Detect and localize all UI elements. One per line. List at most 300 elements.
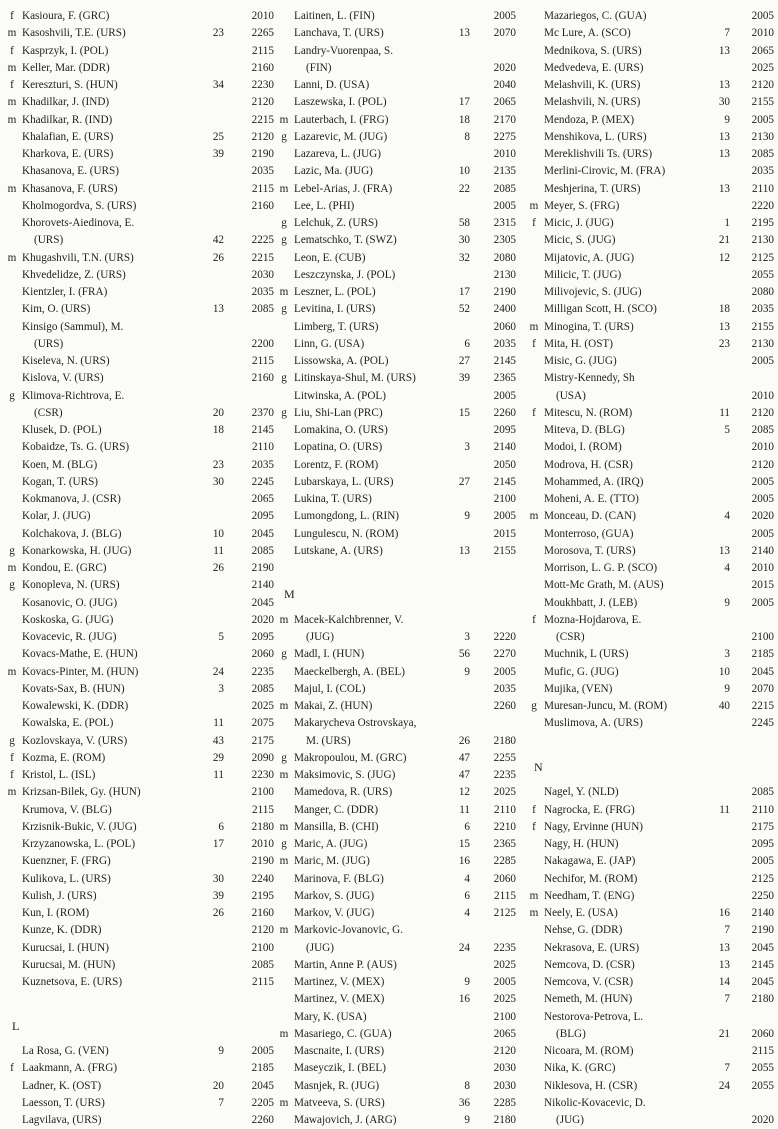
games-count: 3 xyxy=(464,631,470,643)
player-entry xyxy=(278,819,516,836)
games-count: 9 xyxy=(724,682,730,695)
player-name: Khadilkar, R. (IND) xyxy=(22,113,113,126)
games-count: 20 xyxy=(212,406,224,419)
player-entry xyxy=(278,267,516,284)
player-name: Kolchakova, J. (BLG) xyxy=(22,527,122,540)
player-entry xyxy=(278,43,516,78)
games-count: 23 xyxy=(212,458,224,471)
rating-value: 2040 xyxy=(493,79,516,91)
player-entry xyxy=(6,181,274,198)
rating-value: 2025 xyxy=(493,993,516,1006)
player-entry xyxy=(6,733,274,750)
rating-value: 2010 xyxy=(251,10,274,22)
player-name: Maksimovic, S. (JUG) xyxy=(294,769,396,781)
title-code: m xyxy=(279,769,289,781)
games-count: 13 xyxy=(718,941,730,954)
title-code: g xyxy=(9,544,15,557)
rating-value: 2235 xyxy=(251,665,274,678)
player-entry xyxy=(528,43,774,60)
rating-value: 2035 xyxy=(493,337,516,350)
player-entry xyxy=(6,664,274,681)
player-entry xyxy=(6,681,274,698)
games-count: 13 xyxy=(718,148,730,160)
player-entry xyxy=(528,715,774,732)
games-count: 24 xyxy=(458,941,470,954)
rating-value: 2030 xyxy=(251,268,274,281)
player-name: Kondou, E. (GRC) xyxy=(22,562,107,574)
rating-value: 2065 xyxy=(251,493,274,505)
games-count: 18 xyxy=(212,424,224,436)
games-count: 47 xyxy=(458,751,470,764)
player-entry xyxy=(278,526,516,543)
player-entry xyxy=(278,802,516,819)
title-code: f xyxy=(532,803,536,816)
games-count: 26 xyxy=(458,734,470,747)
rating-value: 2095 xyxy=(751,838,774,850)
rating-value: 2025 xyxy=(251,700,274,712)
rating-value: 2170 xyxy=(493,113,516,126)
rating-value: 2005 xyxy=(751,855,774,868)
player-name: Laszewska, I. (POL) xyxy=(294,96,387,109)
title-code: f xyxy=(10,79,14,91)
title-code: m xyxy=(7,786,17,799)
games-count: 17 xyxy=(458,286,470,298)
player-name: Limberg, T. (URS) xyxy=(294,320,379,333)
player-name: Merlini-Cirovic, M. (FRA) xyxy=(544,165,666,178)
player-name: Lumongdong, L. (RIN) xyxy=(294,510,400,523)
player-name-continued: (USA) xyxy=(556,389,586,402)
rating-value: 2005 xyxy=(751,475,774,488)
games-count: 9 xyxy=(724,113,730,126)
games-count: 39 xyxy=(212,148,224,160)
player-name: Makarycheva Ostrovskaya, xyxy=(294,717,417,730)
player-name: Modrova, H. (CSR) xyxy=(544,458,633,471)
rating-value: 2065 xyxy=(751,44,774,57)
rating-value: 2005 xyxy=(493,510,516,523)
rating-value: 2365 xyxy=(493,372,516,385)
player-name: Mujika, (VEN) xyxy=(544,682,613,695)
games-count: 26 xyxy=(212,562,224,574)
player-entry xyxy=(528,457,774,474)
rating-value: 2005 xyxy=(751,493,774,505)
player-entry xyxy=(528,336,774,353)
player-name: Markov, V. (JUG) xyxy=(294,907,375,919)
rating-value: 2190 xyxy=(493,286,516,298)
player-name: Ladner, K. (OST) xyxy=(22,1079,102,1092)
games-count: 12 xyxy=(458,786,470,799)
player-entry xyxy=(278,77,516,94)
player-entry xyxy=(6,163,274,180)
player-name: Modoi, I. (ROM) xyxy=(544,441,622,454)
rating-value: 2275 xyxy=(493,130,516,143)
rating-value: 2145 xyxy=(493,475,516,488)
title-code: m xyxy=(279,700,289,712)
rating-value: 2110 xyxy=(752,803,774,816)
rating-value: 2115 xyxy=(752,1045,774,1057)
rating-value: 2085 xyxy=(251,303,274,316)
games-count: 5 xyxy=(218,631,224,643)
rating-value: 2085 xyxy=(251,544,274,557)
rating-value: 2005 xyxy=(493,389,516,402)
rating-value: 2045 xyxy=(751,976,774,988)
player-name: Niklesova, H. (CSR) xyxy=(544,1079,638,1092)
games-count: 16 xyxy=(458,855,470,868)
rating-value: 2005 xyxy=(493,665,516,678)
rating-value: 2100 xyxy=(493,493,516,505)
games-count: 36 xyxy=(458,1096,470,1109)
player-entry xyxy=(528,612,774,647)
player-name-continued: (CSR) xyxy=(34,406,63,419)
rating-value: 2160 xyxy=(251,907,274,919)
player-entry xyxy=(6,267,274,284)
games-count: 56 xyxy=(458,648,470,661)
games-count: 30 xyxy=(212,475,224,488)
games-count: 13 xyxy=(458,27,470,40)
rating-value: 2045 xyxy=(251,527,274,540)
rating-value: 2015 xyxy=(751,579,774,592)
player-name: Lissowska, A. (POL) xyxy=(294,355,389,367)
player-name: Lanchava, T. (URS) xyxy=(294,27,384,40)
player-entry xyxy=(278,1112,516,1129)
player-name: Miteva, D. (BLG) xyxy=(544,424,625,436)
player-name: Landry-Vuorenpaa, S. xyxy=(294,44,394,57)
player-name: Kinsigo (Sammul), M. xyxy=(22,320,124,333)
rating-value: 2365 xyxy=(493,838,516,850)
player-name: Misic, G. (JUG) xyxy=(544,355,617,367)
rating-value: 2005 xyxy=(751,596,774,609)
player-entry xyxy=(278,1043,516,1060)
title-code: f xyxy=(10,769,14,781)
player-name: Koen, M. (BLG) xyxy=(22,458,98,471)
player-name: Kovacs-Pinter, M. (HUN) xyxy=(22,665,139,678)
rating-value: 2145 xyxy=(493,355,516,367)
player-name: Nemcova, D. (CSR) xyxy=(544,958,635,971)
player-name: Mansilla, B. (CHI) xyxy=(294,820,379,833)
player-entry xyxy=(278,646,516,663)
rating-value: 2285 xyxy=(493,855,516,868)
rating-value: 2160 xyxy=(251,372,274,385)
player-entry xyxy=(6,888,274,905)
player-entry xyxy=(528,181,774,198)
player-entry xyxy=(6,836,274,853)
games-count: 47 xyxy=(458,769,470,781)
games-count: 10 xyxy=(458,165,470,178)
games-count: 7 xyxy=(724,924,730,937)
player-name: Mistry-Kennedy, Sh xyxy=(544,372,635,385)
player-name-continued: (JUG) xyxy=(306,631,334,643)
games-count: 9 xyxy=(464,665,470,678)
player-name: Minogina, T. (URS) xyxy=(544,320,634,333)
player-entry xyxy=(278,750,516,767)
player-entry xyxy=(278,422,516,439)
player-name: Kuznetsova, E. (URS) xyxy=(22,976,123,988)
player-name: Khugashvili, T.N. (URS) xyxy=(22,251,134,264)
games-count: 13 xyxy=(458,544,470,557)
player-name-continued: (URS) xyxy=(34,337,64,350)
games-count: 1 xyxy=(724,217,730,229)
games-count: 23 xyxy=(718,337,730,350)
title-code: m xyxy=(279,1027,289,1040)
player-name: Kasioura, F. (GRC) xyxy=(22,10,110,22)
title-code: g xyxy=(9,734,15,747)
games-count: 24 xyxy=(212,665,224,678)
games-count: 39 xyxy=(458,372,470,385)
player-name: Kurucsai, M. (HUN) xyxy=(22,958,116,971)
rating-value: 2130 xyxy=(493,268,516,281)
player-name: Nicoara, M. (ROM) xyxy=(544,1045,634,1057)
games-count: 11 xyxy=(213,717,224,730)
games-count: 32 xyxy=(458,251,470,264)
player-name: Lopatina, O. (URS) xyxy=(294,441,383,454)
player-entry xyxy=(278,232,516,249)
rating-value: 2080 xyxy=(751,286,774,298)
player-entry xyxy=(278,181,516,198)
player-entry xyxy=(6,698,274,715)
player-name: Monceau, D. (CAN) xyxy=(544,510,636,523)
player-name-continued: (JUG) xyxy=(556,1114,584,1126)
player-name: Kowalska, E. (POL) xyxy=(22,717,114,730)
player-name: Kovacevic, R. (JUG) xyxy=(22,631,117,643)
games-count: 12 xyxy=(718,251,730,264)
games-count: 11 xyxy=(719,406,730,419)
player-entry xyxy=(6,250,274,267)
rating-value: 2235 xyxy=(493,941,516,954)
player-entry xyxy=(278,474,516,491)
player-name: Nehse, G. (DDR) xyxy=(544,924,623,937)
player-name: Khvedelidze, Z. (URS) xyxy=(22,268,126,281)
player-name: Nekrasova, E. (URS) xyxy=(544,941,640,954)
player-entry xyxy=(6,802,274,819)
section-letter-heading: L xyxy=(12,1018,21,1033)
player-name: Masariego, C. (GUA) xyxy=(294,1027,392,1040)
player-name: Masnjek, R. (JUG) xyxy=(294,1079,380,1092)
player-name-continued: (JUG) xyxy=(306,941,334,954)
player-name: Matveeva, S. (URS) xyxy=(294,1096,385,1109)
player-name: Mary, K. (USA) xyxy=(294,1010,367,1023)
player-entry xyxy=(6,1112,274,1129)
player-entry xyxy=(528,129,774,146)
rating-value: 2060 xyxy=(493,320,516,333)
player-name: Lazareva, L. (JUG) xyxy=(294,148,381,160)
games-count: 58 xyxy=(458,217,470,229)
player-entry xyxy=(278,112,516,129)
player-name: Kovacs-Mathe, E. (HUN) xyxy=(22,648,138,661)
player-name: Mozna-Hojdarova, E. xyxy=(544,613,642,626)
player-name: Koskoska, G. (JUG) xyxy=(22,613,114,626)
games-count: 9 xyxy=(464,1114,470,1126)
rating-value: 2255 xyxy=(493,751,516,764)
player-entry xyxy=(6,629,274,646)
rating-value: 2005 xyxy=(751,10,774,22)
player-entry xyxy=(528,646,774,663)
games-count: 5 xyxy=(724,424,730,436)
rating-value: 2140 xyxy=(751,544,774,557)
games-count: 13 xyxy=(718,544,730,557)
rating-value: 2060 xyxy=(493,872,516,885)
player-entry xyxy=(6,129,274,146)
player-name: Kasoshvili, T.E. (URS) xyxy=(22,27,126,40)
player-entry xyxy=(6,439,274,456)
rating-value: 2025 xyxy=(751,61,774,74)
title-code: m xyxy=(279,613,289,626)
player-name: Kereszturi, S. (HUN) xyxy=(22,79,118,91)
title-code: f xyxy=(10,44,14,57)
rating-value: 2045 xyxy=(251,596,274,609)
rating-value: 2015 xyxy=(493,527,516,540)
games-count: 30 xyxy=(718,96,730,109)
player-name: Lauterbach, I. (FRG) xyxy=(294,113,389,126)
player-name: Mita, H. (OST) xyxy=(544,337,613,350)
player-name: Leszczynska, J. (POL) xyxy=(294,268,396,281)
rating-value: 2085 xyxy=(751,424,774,436)
rating-value: 2245 xyxy=(751,717,774,730)
player-entry xyxy=(6,77,274,94)
rating-value: 2250 xyxy=(751,889,774,902)
rating-value: 2100 xyxy=(251,941,274,954)
rating-value: 2055 xyxy=(751,268,774,281)
rating-value: 2125 xyxy=(493,907,516,919)
player-name: Mazariegos, C. (GUA) xyxy=(544,10,647,22)
rating-value: 2220 xyxy=(493,631,516,643)
rating-value: 2115 xyxy=(252,44,274,57)
rating-value: 2090 xyxy=(251,751,274,764)
rating-value: 2400 xyxy=(493,303,516,316)
player-name: Lorentz, F. (ROM) xyxy=(294,458,379,471)
games-count: 16 xyxy=(458,993,470,1006)
rating-value: 2135 xyxy=(493,165,516,178)
rating-value: 2005 xyxy=(493,199,516,212)
rating-value: 2215 xyxy=(251,251,274,264)
title-code: m xyxy=(7,182,17,195)
player-name: Nakagawa, E. (JAP) xyxy=(544,855,636,868)
player-name: Laakmann, A. (FRG) xyxy=(22,1062,118,1075)
rating-value: 2125 xyxy=(751,251,774,264)
games-count: 11 xyxy=(459,803,470,816)
player-name: Krzisnik-Bukic, V. (JUG) xyxy=(22,820,137,833)
player-name-continued: (BLG) xyxy=(556,1027,586,1040)
rating-value: 2190 xyxy=(751,924,774,937)
rating-value: 2120 xyxy=(251,924,274,937)
games-count: 29 xyxy=(212,751,224,764)
rating-value: 2035 xyxy=(251,286,274,298)
title-code: f xyxy=(532,406,536,419)
player-name: Lebel-Arias, J. (FRA) xyxy=(294,182,393,195)
rating-value: 2230 xyxy=(251,769,274,781)
rating-value: 2125 xyxy=(751,872,774,885)
player-entry xyxy=(6,715,274,732)
rating-value: 2120 xyxy=(251,130,274,143)
player-entry xyxy=(528,215,774,232)
player-name: Melashvili, N. (URS) xyxy=(544,96,641,109)
player-entry xyxy=(278,94,516,111)
title-code: m xyxy=(7,96,17,109)
rating-value: 2155 xyxy=(751,320,774,333)
player-entry xyxy=(6,508,274,525)
player-name: Mufic, G. (JUG) xyxy=(544,665,619,678)
player-entry xyxy=(6,526,274,543)
games-count: 4 xyxy=(724,562,730,574)
games-count: 39 xyxy=(212,889,224,902)
player-name: Makropoulou, M. (GRC) xyxy=(294,751,407,764)
games-count: 9 xyxy=(464,976,470,988)
games-count: 21 xyxy=(718,1027,730,1040)
player-entry xyxy=(528,784,774,801)
player-name: Mitescu, N. (ROM) xyxy=(544,406,633,419)
rating-value: 2235 xyxy=(493,769,516,781)
games-count: 4 xyxy=(464,907,470,919)
player-name: Lagvilava, (URS) xyxy=(22,1114,102,1126)
player-entry xyxy=(6,8,274,25)
player-name: Martinez, V. (MEX) xyxy=(294,976,385,988)
title-code: m xyxy=(529,510,539,523)
title-code: g xyxy=(281,372,287,385)
player-entry xyxy=(528,1043,774,1060)
player-name: Milivojevic, S. (JUG) xyxy=(544,286,642,298)
rating-value: 2085 xyxy=(251,958,274,971)
player-name: Mamedova, R. (URS) xyxy=(294,786,393,799)
player-entry xyxy=(528,802,774,819)
player-name: Kogan, T. (URS) xyxy=(22,475,99,488)
rating-value: 2160 xyxy=(251,61,274,74)
player-entry xyxy=(278,681,516,698)
title-code: g xyxy=(531,700,537,712)
rating-value: 2180 xyxy=(751,993,774,1006)
rating-value: 2190 xyxy=(251,148,274,160)
player-name-continued: (CSR) xyxy=(556,631,585,643)
player-name: Khorovets-Aiedinova, E. xyxy=(22,217,135,229)
player-name: Moheni, A. E. (TTO) xyxy=(544,493,639,505)
rating-value: 2010 xyxy=(751,27,774,40)
player-name: Mascnaite, I. (URS) xyxy=(294,1045,385,1057)
rating-value: 2035 xyxy=(751,165,774,178)
title-code: g xyxy=(9,389,15,402)
games-count: 40 xyxy=(718,700,730,712)
title-code: m xyxy=(279,182,289,195)
rating-value: 2190 xyxy=(251,855,274,868)
title-code: f xyxy=(532,337,536,350)
player-entry xyxy=(528,422,774,439)
player-entry xyxy=(528,370,774,405)
player-entry xyxy=(278,388,516,405)
rating-value: 2265 xyxy=(251,27,274,40)
rating-value: 2035 xyxy=(251,165,274,178)
games-count: 21 xyxy=(718,234,730,247)
rating-value: 2200 xyxy=(251,337,274,350)
player-name: Kowalewski, K. (DDR) xyxy=(22,700,129,712)
player-name: Lematschko, T. (SWZ) xyxy=(294,234,397,247)
player-name: Nagrocka, E. (FRG) xyxy=(544,803,635,816)
games-count: 7 xyxy=(724,993,730,1006)
title-code: g xyxy=(281,751,287,764)
player-entry xyxy=(6,784,274,801)
player-entry xyxy=(278,543,516,560)
games-count: 9 xyxy=(464,510,470,523)
player-name: Kun, I. (ROM) xyxy=(22,907,90,919)
player-name: Nechifor, M. (ROM) xyxy=(544,872,638,885)
title-code: f xyxy=(10,1062,14,1075)
rating-value: 2110 xyxy=(252,441,274,454)
rating-value: 2100 xyxy=(251,786,274,799)
rating-value: 2120 xyxy=(751,406,774,419)
player-name: Mereklishvili Ts. (URS) xyxy=(544,148,653,160)
player-name: Lubarskaya, L. (URS) xyxy=(294,475,394,488)
player-entry xyxy=(528,543,774,560)
player-entry xyxy=(278,215,516,232)
rating-value: 2085 xyxy=(251,682,274,695)
player-entry xyxy=(6,353,274,370)
rating-value: 2210 xyxy=(493,820,516,833)
title-code: m xyxy=(529,907,539,919)
